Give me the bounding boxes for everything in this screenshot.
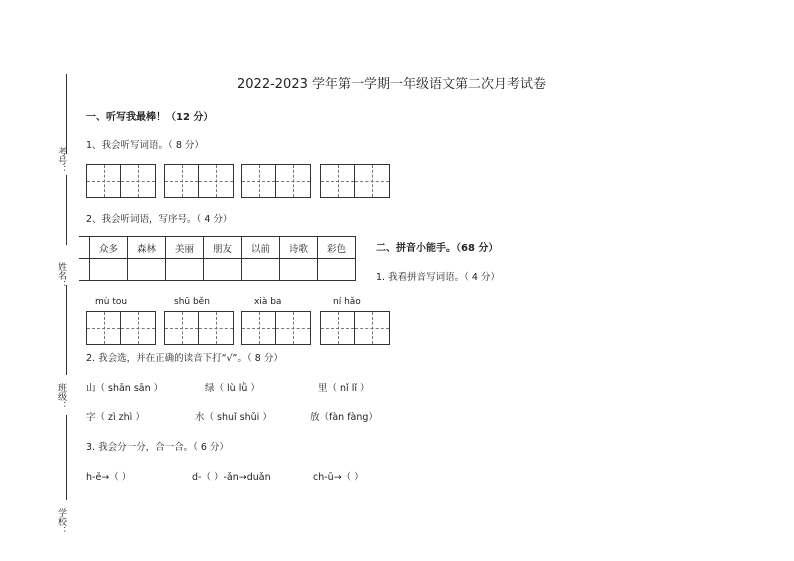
answer-cell[interactable] (318, 259, 356, 281)
pinyin-label: xià ba (254, 297, 282, 307)
combine-item: d-（ ）-ǎn→duǎn (192, 472, 271, 483)
pinyin-label: shū běn (174, 297, 210, 307)
combine-item: ch-ū→（ ） (313, 472, 364, 483)
answer-cell[interactable] (128, 259, 166, 281)
binding-line-left (66, 285, 67, 375)
pinyin-label: ní hǎo (333, 297, 361, 307)
choice-item: 水（ shuǐ shǔi ） (195, 412, 272, 423)
word-cell: 美丽 (166, 237, 204, 259)
student-name-label: 姓名： (56, 262, 66, 289)
answer-cell[interactable] (280, 259, 318, 281)
writing-grid[interactable] (320, 311, 390, 345)
word-cell: 彩色 (318, 237, 356, 259)
writing-grid[interactable] (86, 164, 156, 198)
school-label: 学校： (56, 508, 66, 535)
pinyin-label: mù tou (95, 297, 128, 307)
word-cell: 以前 (242, 237, 280, 259)
answer-cell[interactable] (90, 259, 128, 281)
binding-line-left (66, 415, 67, 500)
word-cell: 众多 (90, 237, 128, 259)
choice-item: 山（ shān sān ） (86, 383, 164, 394)
word-cell: 森林 (128, 237, 166, 259)
binding-line-left (66, 74, 67, 154)
writing-grid[interactable] (164, 311, 234, 345)
writing-grid[interactable] (320, 164, 390, 198)
page-title: 2022-2023 学年第一学期一年级语文第二次月考试卷 (237, 77, 546, 92)
choice-item: 放（fàn fàng） (310, 412, 378, 423)
question-2-2: 2. 我会选，并在正确的读音下打“√”。（ 8 分） (86, 353, 283, 364)
writing-grid[interactable] (164, 164, 234, 198)
combine-item: h-ē→（ ） (86, 472, 132, 483)
choice-item: 绿（ lù lǜ ） (205, 383, 260, 394)
answer-cell[interactable] (204, 259, 242, 281)
word-table (79, 236, 356, 281)
choice-item: 里（ nǐ lǐ ） (318, 383, 370, 394)
section-1-heading: 一、听写我最棒！（12 分） (86, 112, 214, 123)
word-cell: 朋友 (204, 237, 242, 259)
answer-cell[interactable] (166, 259, 204, 281)
question-1-1: 1、我会听写词语。（ 8 分） (86, 140, 204, 151)
class-label: 班级： (56, 383, 66, 410)
answer-cell[interactable] (242, 259, 280, 281)
writing-grid[interactable] (86, 311, 156, 345)
section-2-heading: 二、拼音小能手。（68 分） (376, 243, 499, 254)
word-cell: 诗歌 (280, 237, 318, 259)
question-1-2: 2、我会听词语，写序号。（ 4 分） (86, 214, 233, 225)
writing-grid[interactable] (241, 164, 311, 198)
choice-item: 字（ zì zhì ） (86, 412, 145, 423)
binding-line-left (66, 175, 67, 245)
question-2-1: 1. 我看拼音写词语。（ 4 分） (376, 272, 500, 283)
question-2-3: 3. 我会分一分，合一合。（ 6 分） (86, 442, 229, 453)
writing-grid[interactable] (241, 311, 311, 345)
exam-number-label: 考号： (56, 147, 66, 174)
